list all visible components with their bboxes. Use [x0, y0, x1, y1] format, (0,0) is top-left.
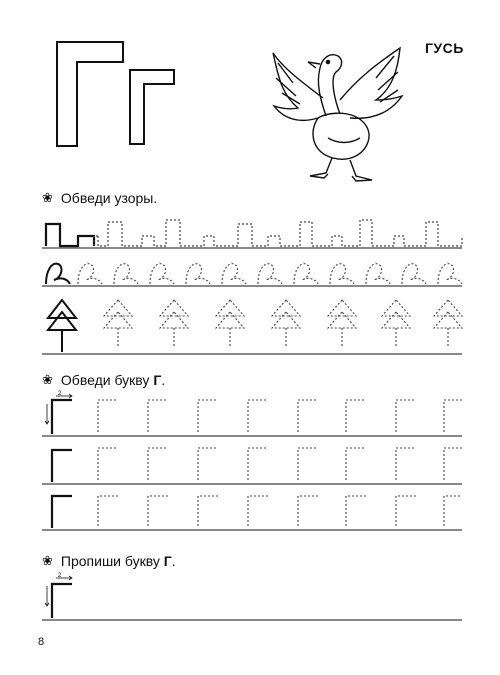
instruction-trace-letter: [42, 372, 165, 388]
instruction-suffix: .: [161, 372, 166, 388]
trace-letter-rows: [42, 392, 472, 532]
pattern-row-trees: [42, 296, 472, 358]
instruction-text: Пропиши букву: [60, 553, 164, 569]
big-letter-g-upper: [55, 40, 125, 150]
instruction-text: Обведи букву: [60, 372, 154, 388]
instruction-patterns: [42, 190, 157, 206]
word-label: ГУСЬ: [425, 40, 464, 56]
flower-icon: ❀: [42, 190, 53, 205]
instruction-letter: Г: [153, 372, 162, 388]
write-letter-row: [42, 574, 472, 624]
stroke-hint: 2: [58, 573, 62, 579]
stroke-hint: 2: [58, 391, 62, 397]
instruction-text: Обведи узоры.: [60, 190, 158, 206]
pattern-row-waves: [42, 256, 472, 290]
flower-icon: ❀: [42, 553, 53, 568]
goose-illustration: [268, 38, 408, 188]
pattern-row-castle: [42, 212, 472, 252]
instruction-suffix: .: [171, 553, 176, 569]
instruction-write-letter: [42, 553, 176, 569]
instruction-letter: Г: [163, 553, 172, 569]
big-letter-g-lower: [128, 68, 178, 148]
page-number: 8: [38, 636, 45, 648]
flower-icon: ❀: [42, 372, 53, 387]
